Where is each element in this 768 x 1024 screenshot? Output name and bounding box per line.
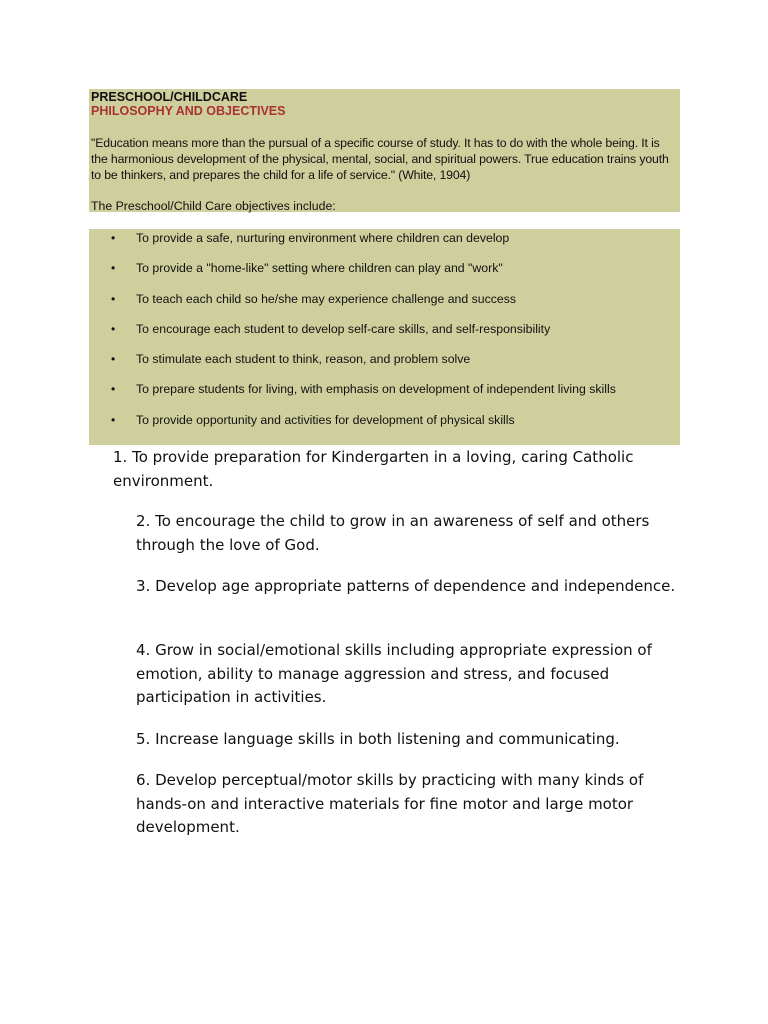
objectives-list bbox=[89, 229, 680, 441]
objective-item bbox=[89, 350, 680, 380]
philosophy-panel bbox=[89, 89, 680, 212]
objectives-panel bbox=[89, 229, 680, 445]
objective-text: To stimulate each student to think, reason, and problem solve bbox=[136, 352, 471, 367]
bullet-icon: • bbox=[111, 321, 116, 336]
bullet-icon: • bbox=[111, 412, 116, 427]
objective-item bbox=[89, 290, 680, 320]
objective-text: To provide opportunity and activities for development of physical skills bbox=[136, 412, 515, 427]
bullet-icon: • bbox=[111, 382, 116, 397]
numbered-objective-4: 4. Grow in social/emotional skills including appropriate expression of emotion, ability to manage aggression and stress, and focused participation in activities. bbox=[136, 641, 652, 706]
numbered-objective-3: 3. Develop age appropriate patterns of dependence and independence. bbox=[136, 577, 676, 595]
objective-item bbox=[89, 259, 680, 289]
objective-item bbox=[89, 229, 680, 259]
numbered-objective-1: 1. To provide preparation for Kindergarten in a loving, caring Catholic environment. bbox=[113, 448, 634, 490]
philosophy-quote: "Education means more than the pursual of a specific course of study. It has to do with the whole being. It is the harmonious development of the physical, mental, social, and spiritual powers. True education trains youth to be thinkers, and prepares the child for a life of service." (White, 1904) bbox=[91, 136, 669, 182]
section-subtitle: PHILOSOPHY AND OBJECTIVES bbox=[91, 104, 286, 118]
objectives-intro: The Preschool/Child Care objectives include: bbox=[91, 199, 336, 213]
objective-item bbox=[89, 320, 680, 350]
bullet-icon: • bbox=[111, 261, 116, 276]
numbered-objective-2: 2. To encourage the child to grow in an awareness of self and others through the love of God. bbox=[136, 512, 650, 554]
section-title: PRESCHOOL/CHILDCARE bbox=[91, 90, 248, 104]
objective-text: To provide a "home-like" setting where children can play and "work" bbox=[136, 261, 503, 276]
numbered-objective-5: 5. Increase language skills in both listening and communicating. bbox=[136, 730, 620, 748]
objective-item bbox=[89, 411, 680, 441]
objective-text: To provide a safe, nurturing environment where children can develop bbox=[136, 231, 510, 245]
objective-text: To teach each child so he/she may experience challenge and success bbox=[136, 291, 517, 306]
bullet-icon: • bbox=[111, 231, 116, 245]
objective-text: To prepare students for living, with emphasis on development of independent living skills bbox=[136, 382, 616, 397]
bullet-icon: • bbox=[111, 291, 116, 306]
bullet-icon: • bbox=[111, 352, 116, 367]
objective-item bbox=[89, 380, 680, 410]
numbered-objective-6: 6. Develop perceptual/motor skills by practicing with many kinds of hands-on and interactive materials for fine motor and large motor development. bbox=[136, 771, 644, 836]
objective-text: To encourage each student to develop self-care skills, and self-responsibility bbox=[136, 321, 551, 336]
